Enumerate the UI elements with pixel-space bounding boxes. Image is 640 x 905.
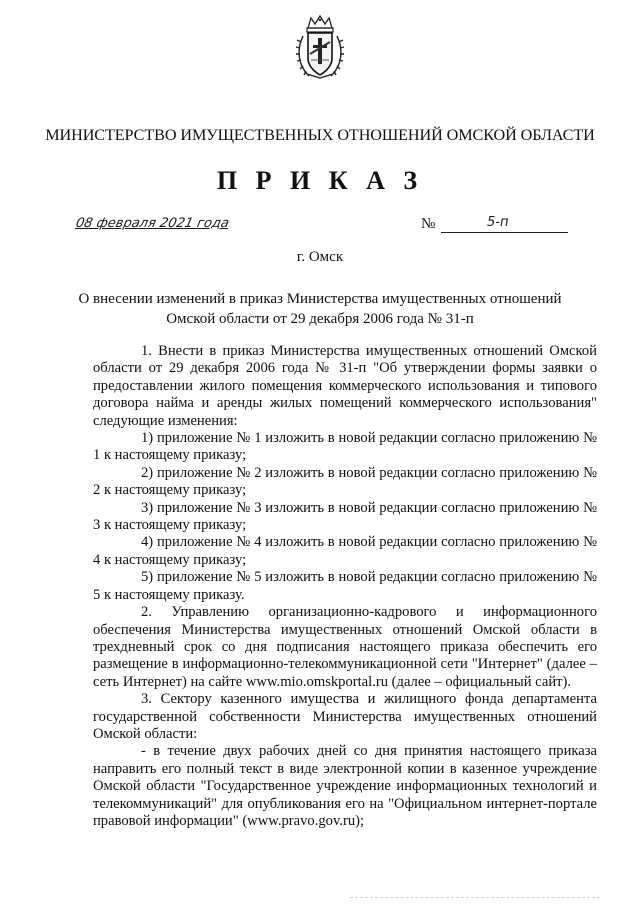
ministry-name: МИНИСТЕРСТВО ИМУЩЕСТВЕННЫХ ОТНОШЕНИЙ ОМСКОЙ ОБЛАСТИ	[45, 126, 595, 144]
subparagraph-4: 4) приложение № 4 изложить в новой редакции согласно приложению № 4 к настоящему приказу;	[93, 534, 597, 568]
subparagraph-3: 3) приложение № 3 изложить в новой редакции согласно приложению № 3 к настоящему приказу;	[93, 499, 597, 534]
subparagraph-1: 1) приложение № 1 изложить в новой редакции согласно приложению № 1 к настоящему приказу;	[93, 430, 597, 464]
number-underline	[441, 232, 568, 233]
handwritten-number: 5-п	[487, 215, 509, 230]
document-title: О внесении изменений в приказ Министерства имущественных отношений Омской области от 29 декабря 2006 года № 31-п	[78, 291, 562, 327]
document-body	[93, 343, 597, 830]
city-label: г. Омск	[296, 249, 344, 265]
paragraph-3: 3. Сектору казенного имущества и жилищного фонда департамента государственной собственности Министерства имущественных отношений Омской области:	[93, 691, 597, 742]
handwritten-date: 08 февраля 2021 года	[74, 216, 231, 231]
subparagraph-5: 5) приложение № 5 изложить в новой редакции согласно приложению № 5 к настоящему приказу.	[93, 569, 597, 603]
number-sign: №	[421, 216, 436, 232]
paragraph-1: 1. Внести в приказ Министерства имущественных отношений Омской области от 29 декабря 2006 года № 31-п "Об утверждении формы заявки о предоставлении жилого помещения коммерческого использования и типового договора найма и аренды жилых помещений коммерческого использования" следующие изменения:	[93, 343, 597, 429]
footer-divider	[350, 897, 600, 898]
paragraph-3-item: - в течение двух рабочих дней со дня принятия настоящего приказа направить его полный текст в виде электронной копии в казенное учреждение Омской области "Государственное учреждение информационных технологий и телекоммуникаций" для опубликования его на "Официальном интернет-портале правовой информации" (www.pravo.gov.ru);	[93, 743, 597, 829]
subparagraph-2: 2) приложение № 2 изложить в новой редакции согласно приложению № 2 к настоящему приказу;	[93, 464, 597, 499]
paragraph-2: 2. Управлению организационно-кадрового и информационного обеспечения Министерства имущественных отношений Омской области в трехдневный срок со дня подписания настоящего приказа обеспечить его размещение в информационно-телекоммуникационной сети "Интернет" (далее – сеть Интернет) на сайте www.mio.omskportal.ru (далее – официальный сайт).	[93, 604, 597, 690]
document-type-heading: П Р И К А З	[216, 166, 424, 195]
coat-of-arms-icon	[295, 14, 345, 80]
